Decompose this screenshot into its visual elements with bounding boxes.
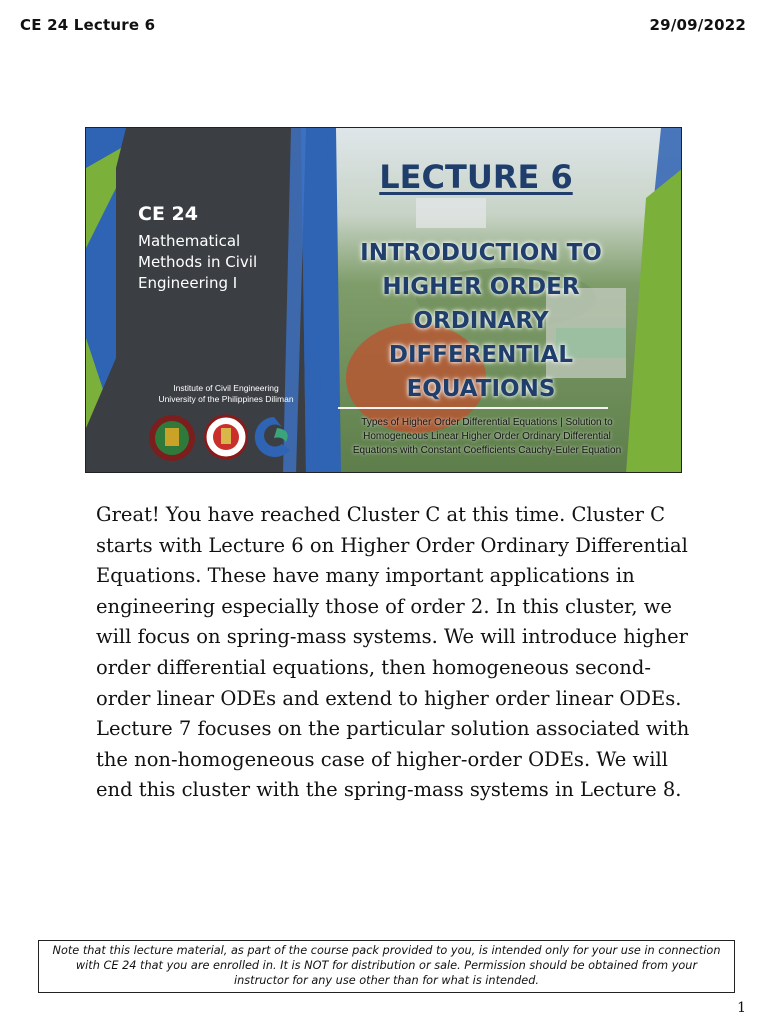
course-code: CE 24 [138, 203, 198, 225]
usage-note: Note that this lecture material, as part of the course pack provided to you, is intended only for your use in connection with CE 24 that you are enrolled in. It is NOT for distribution or sale. Permission should be obtained from your instructor for any use other than for what is intended. [38, 940, 735, 993]
university-name: University of the Philippines Diliman [158, 394, 294, 404]
intro-paragraph: Great! You have reached Cluster C at this time. Cluster C starts with Lecture 6 on Higher Order Ordinary Differential Equations. These have many important applications in engineering especially those of order 2. In this cluster, we will focus on spring-mass systems. We will introduce higher order differential equations, then homogeneous second-order linear ODEs and extend to higher order linear ODEs. Lecture 7 focuses on the particular solution associated with the non-homogeneous case of higher-order ODEs. We will end this cluster with the spring-mass systems in Lecture 8. [96, 503, 690, 802]
up-seal-icon [148, 414, 196, 462]
lecture-subtitle: Types of Higher Order Differential Equations | Solution to Homogeneous Linear Higher Order Ordinary Differential Equations with Constant Coefficients Cauchy-Euler Equation [352, 417, 622, 456]
engineering-seal-icon [204, 414, 248, 460]
page-number: 1 [737, 1000, 746, 1016]
lecture-number: LECTURE 6 [379, 158, 573, 196]
ice-logo-icon [252, 414, 296, 460]
institute-label [126, 383, 326, 405]
lecture-title: INTRODUCTION TO HIGHER ORDER ORDINARY DIFFERENTIAL EQUATIONS [360, 240, 602, 402]
header-course-label: CE 24 Lecture 6 [20, 16, 156, 34]
institute-name: Institute of Civil Engineering [173, 383, 279, 393]
title-divider [338, 407, 608, 409]
header-date: 29/09/2022 [649, 16, 746, 34]
course-title: Mathematical Methods in Civil Engineering I [138, 232, 258, 292]
lecture-title-slide [85, 127, 682, 473]
